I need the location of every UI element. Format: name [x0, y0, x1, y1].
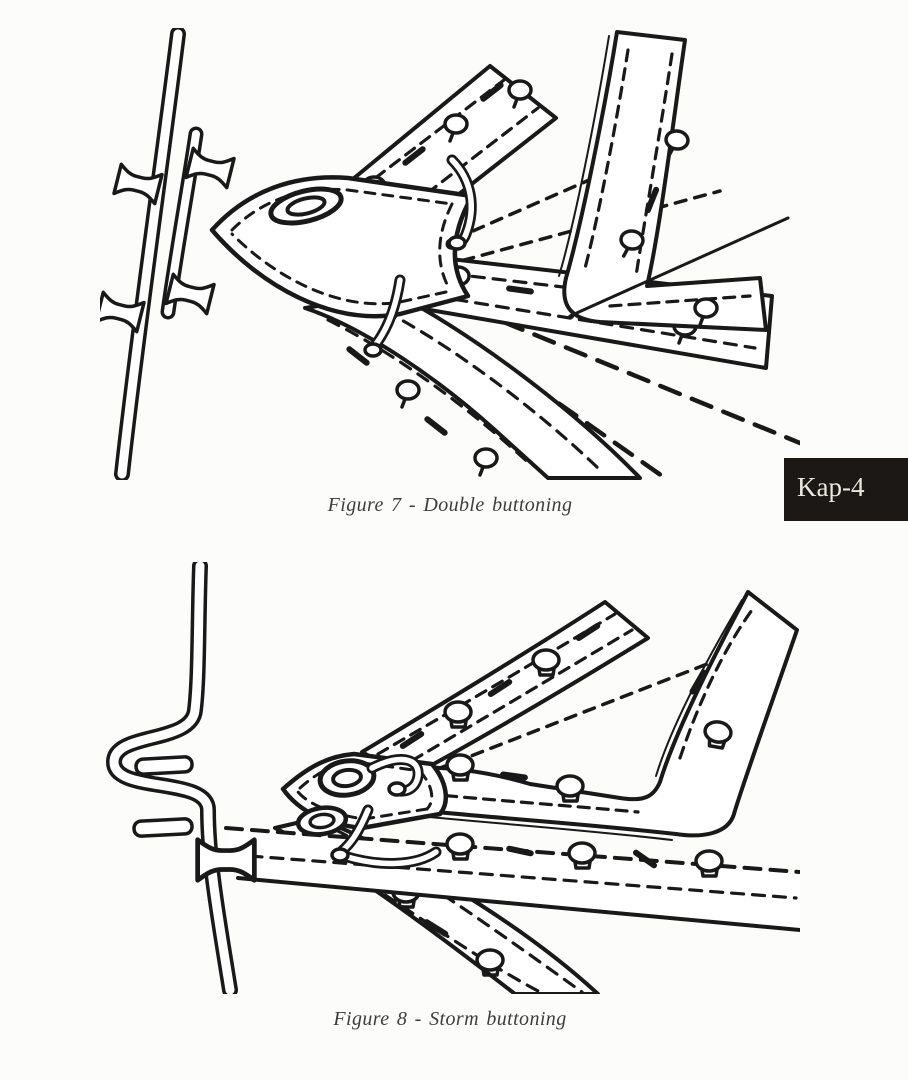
strap-lower-horizontal: [226, 828, 800, 930]
figure-7-caption: Figure 7 - Double buttoning: [327, 494, 573, 516]
figure-8-illustration: [100, 562, 800, 994]
strap-steep-right-folded: [559, 32, 766, 330]
figure-8-caption: Figure 8 - Storm buttoning: [333, 1008, 567, 1030]
strap-upper-right: [362, 602, 648, 778]
corner-flap: [212, 177, 472, 316]
figure-7-illustration: [100, 28, 800, 480]
chapter-tab-label: Kap-4: [797, 472, 865, 502]
rod-with-toggle-buttons: [100, 34, 234, 474]
s-folded-rod-with-toggles: [114, 566, 254, 990]
chapter-tab: [784, 458, 908, 521]
